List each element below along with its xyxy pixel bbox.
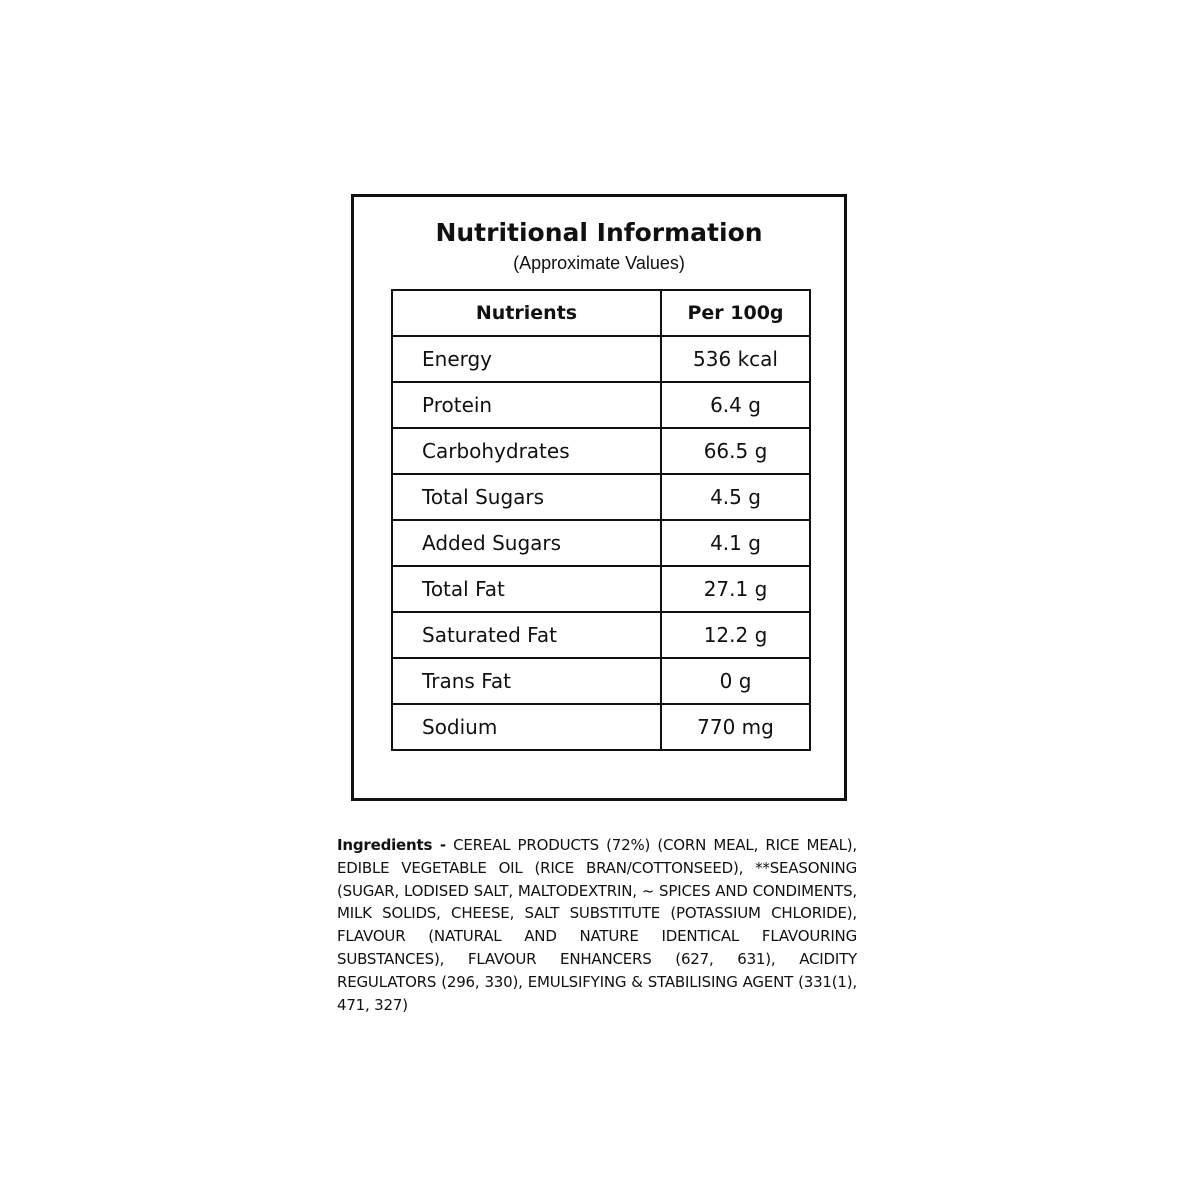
nutrient-name: Total Fat bbox=[392, 566, 661, 612]
nutrient-value: 4.5 g bbox=[661, 474, 810, 520]
table-row bbox=[392, 612, 810, 658]
nutrient-value: 770 mg bbox=[661, 704, 810, 750]
table-row bbox=[392, 520, 810, 566]
table-row bbox=[392, 704, 810, 750]
nutrient-name: Sodium bbox=[392, 704, 661, 750]
table-row bbox=[392, 336, 810, 382]
ingredients-text: CEREAL PRODUCTS (72%) (CORN MEAL, RICE MEAL), EDIBLE VEGETABLE OIL (RICE BRAN/COTTONSEED), **SEASONING (SUGAR, LODISED SALT, MALTODEXTRIN, ~ SPICES AND CONDIMENTS, MILK SOLIDS, CHEESE, SALT SUBSTITUTE (POTASSIUM CHLORIDE), FLAVOUR (NATURAL AND NATURE IDENTICAL FLAVOURING SUBSTANCES), FLAVOUR ENHANCERS (627, 631), ACIDITY REGULATORS (296, 330), EMULSIFYING & STABILISING AGENT (331(1), 471, 327) bbox=[337, 836, 857, 1014]
nutrition-panel bbox=[351, 194, 847, 801]
nutrient-name: Protein bbox=[392, 382, 661, 428]
panel-subtitle: (Approximate Values) bbox=[513, 253, 685, 273]
nutrient-value: 0 g bbox=[661, 658, 810, 704]
nutrient-name: Saturated Fat bbox=[392, 612, 661, 658]
table-row bbox=[392, 428, 810, 474]
nutrition-table bbox=[391, 289, 811, 751]
header-nutrients: Nutrients bbox=[392, 290, 661, 336]
nutrient-value: 12.2 g bbox=[661, 612, 810, 658]
ingredients-label: Ingredients - bbox=[337, 836, 446, 854]
nutrient-value: 4.1 g bbox=[661, 520, 810, 566]
nutrient-value: 6.4 g bbox=[661, 382, 810, 428]
nutrient-value: 66.5 g bbox=[661, 428, 810, 474]
nutrient-name: Total Sugars bbox=[392, 474, 661, 520]
table-header-row bbox=[392, 290, 810, 336]
table-row bbox=[392, 566, 810, 612]
nutrient-value: 536 kcal bbox=[661, 336, 810, 382]
nutrient-name: Trans Fat bbox=[392, 658, 661, 704]
nutrient-name: Carbohydrates bbox=[392, 428, 661, 474]
ingredients-paragraph bbox=[337, 834, 857, 1016]
nutrient-name: Energy bbox=[392, 336, 661, 382]
table-row bbox=[392, 474, 810, 520]
panel-title: Nutritional Information bbox=[435, 218, 763, 247]
nutrient-value: 27.1 g bbox=[661, 566, 810, 612]
nutrient-name: Added Sugars bbox=[392, 520, 661, 566]
table-row bbox=[392, 658, 810, 704]
table-row bbox=[392, 382, 810, 428]
header-per-100g: Per 100g bbox=[661, 290, 810, 336]
